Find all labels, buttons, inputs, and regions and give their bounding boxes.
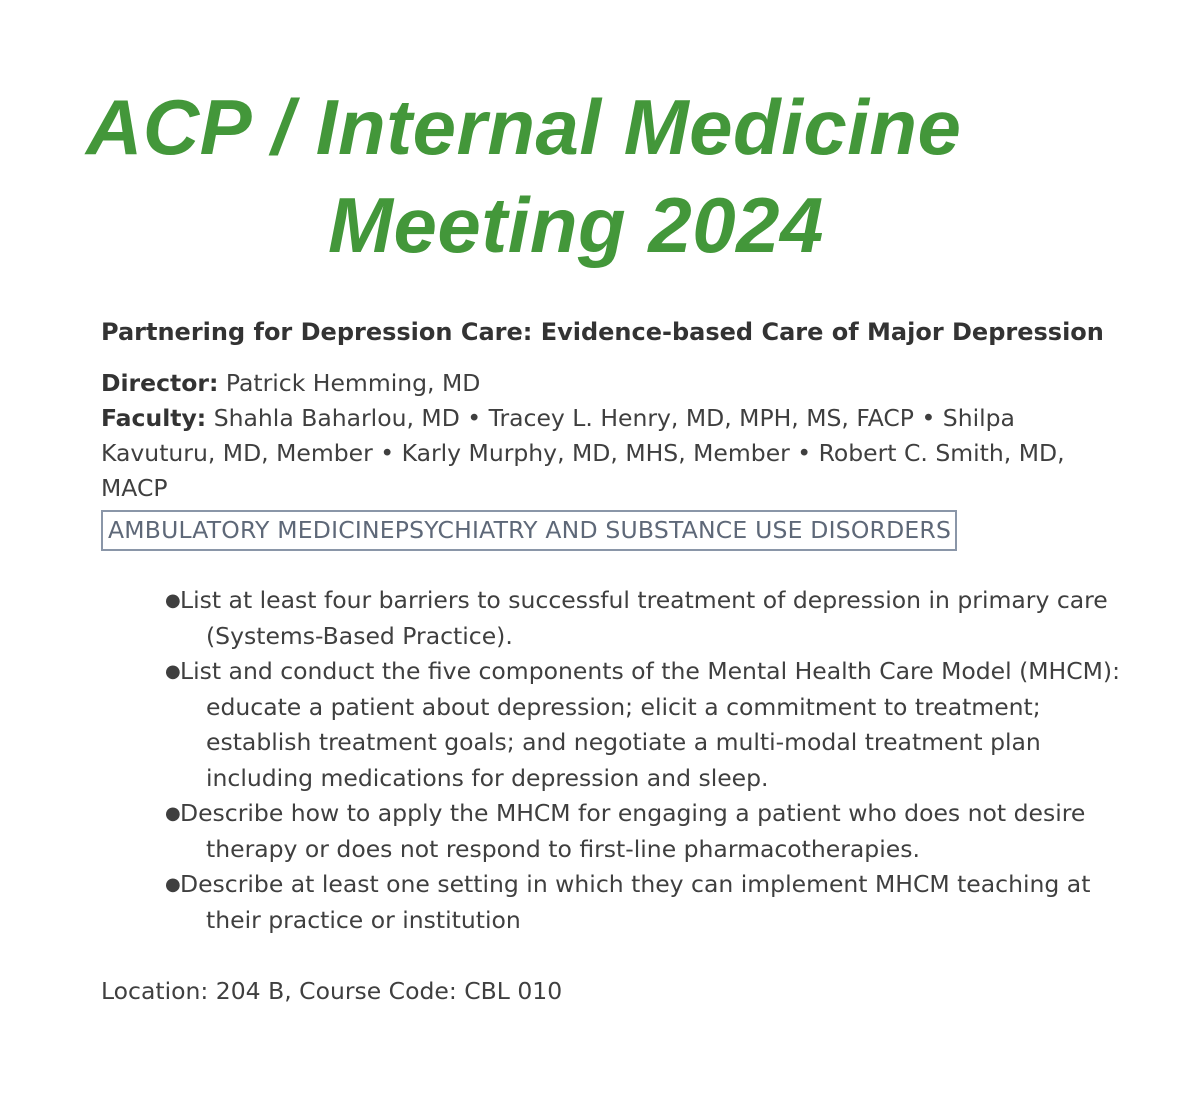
location-course-code: Location: 204 B, Course Code: CBL 010 (101, 977, 563, 1005)
faculty-label: Faculty: (101, 404, 207, 432)
objective-text: List at least four barriers to successful treatment of depression in primary care (Systems-Based Practice). (180, 586, 1108, 650)
bullet-icon: ● (165, 803, 181, 824)
faculty-line (101, 401, 1131, 506)
objective-item (165, 867, 1135, 938)
bullet-icon: ● (165, 874, 181, 895)
session-details (101, 312, 1131, 1009)
objective-item (165, 796, 1135, 867)
objective-text: Describe how to apply the MHCM for engaging a patient who does not desire therapy or does not respond to first-line pharmacotherapies. (180, 799, 1086, 863)
faculty-names: Shahla Baharlou, MD • Tracey L. Henry, MD, MPH, MS, FACP • Shilpa Kavuturu, MD, Member • Karly Murphy, MD, MHS, Member • Robert C. Smith, MD, MACP (101, 404, 1065, 502)
objective-text: Describe at least one setting in which they can implement MHCM teaching at their practice or institution (180, 870, 1091, 934)
director-label: Director: (101, 369, 219, 397)
meeting-headline (0, 78, 1200, 274)
bullet-icon: ● (165, 590, 181, 611)
headline-line-2: Meeting 2024 (328, 181, 824, 269)
session-people (101, 366, 1131, 506)
director-line (101, 366, 1131, 401)
topic-tag: AMBULATORY MEDICINEPSYCHIATRY AND SUBSTANCE USE DISORDERS (101, 510, 957, 551)
objective-text: List and conduct the five components of the Mental Health Care Model (MHCM): educate a patient about depression; elicit a commitment to treatment; establish treatment goals; and negotiate a multi-modal treatment plan including medications for depression and sleep. (180, 657, 1120, 792)
director-name: Patrick Hemming, MD (225, 369, 481, 397)
learning-objectives (101, 583, 1135, 938)
headline-line-1: ACP / Internal Medicine (86, 83, 962, 171)
bullet-icon: ● (165, 661, 181, 682)
objective-item (165, 654, 1135, 796)
session-title: Partnering for Depression Care: Evidence-based Care of Major Depression (101, 318, 1104, 346)
objective-item (165, 583, 1135, 654)
